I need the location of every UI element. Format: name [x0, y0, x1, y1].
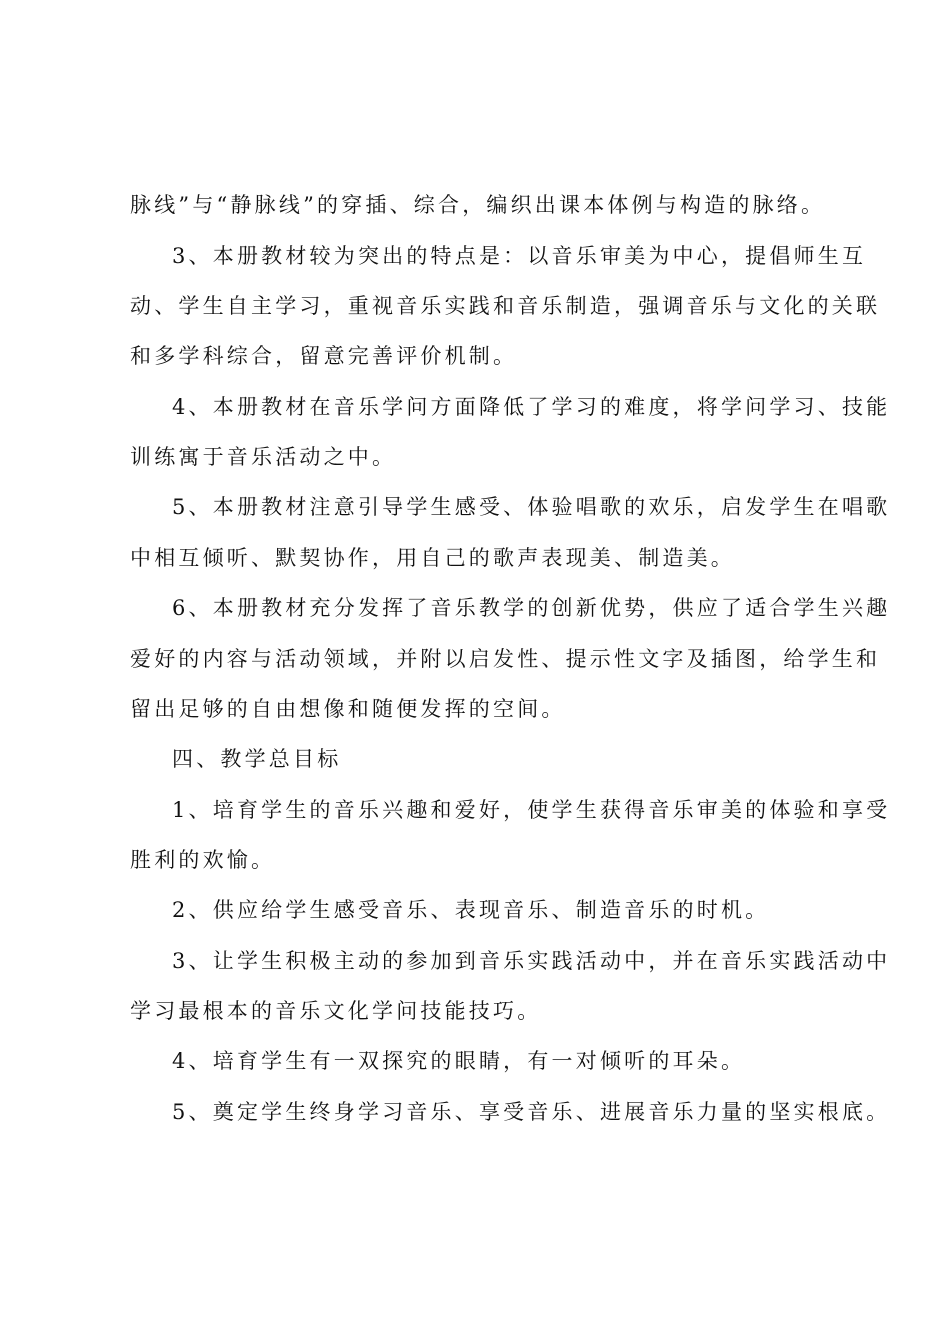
text-line: 动、学生自主学习，重视音乐实践和音乐制造，强调音乐与文化的关联 — [130, 294, 881, 318]
text-line: 爱好的内容与活动领域，并附以启发性、提示性文字及插图，给学生和 — [130, 647, 881, 671]
text-line: 1、培育学生的音乐兴趣和爱好，使学生获得音乐审美的体验和享受 — [172, 798, 891, 822]
text-line: 胜利的欢愉。 — [130, 848, 276, 872]
text-line: 4、本册教材在音乐学问方面降低了学习的难度，将学问学习、技能 — [172, 395, 891, 419]
text-line: 学习最根本的音乐文化学问技能技巧。 — [130, 999, 542, 1023]
text-line: 3、本册教材较为突出的特点是：以音乐审美为中心，提倡师生互 — [172, 244, 867, 268]
text-line: 6、本册教材充分发挥了音乐教学的创新优势，供应了适合学生兴趣 — [172, 596, 891, 620]
text-line: 3、让学生积极主动的参加到音乐实践活动中，并在音乐实践活动中 — [172, 949, 891, 973]
text-line: 留出足够的自由想像和随便发挥的空间。 — [130, 697, 566, 721]
text-line: 脉线”与“静脉线”的穿插、综合，编织出课本体例与构造的脉络。 — [130, 193, 826, 217]
text-line: 训练寓于音乐活动之中。 — [130, 445, 397, 469]
text-line: 2、供应给学生感受音乐、表现音乐、制造音乐的时机。 — [172, 898, 770, 922]
text-line: 中相互倾听、默契协作，用自己的歌声表现美、制造美。 — [130, 546, 735, 570]
section-heading: 四、教学总目标 — [172, 747, 342, 771]
text-line: 和多学科综合，留意完善评价机制。 — [130, 344, 518, 368]
text-line: 5、本册教材注意引导学生感受、体验唱歌的欢乐，启发学生在唱歌 — [172, 495, 891, 519]
text-line: 5、奠定学生终身学习音乐、享受音乐、进展音乐力量的坚实根底。 — [172, 1100, 891, 1124]
text-line: 4、培育学生有一双探究的眼睛，有一对倾听的耳朵。 — [172, 1049, 746, 1073]
